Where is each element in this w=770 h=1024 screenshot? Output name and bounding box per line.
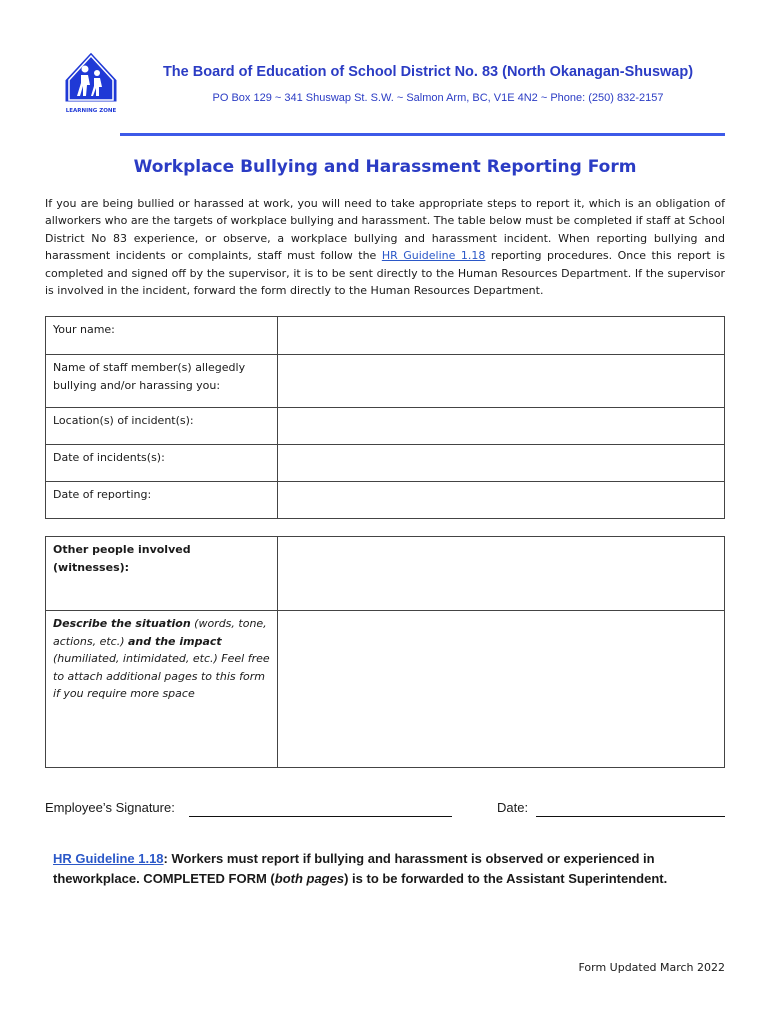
employee-signature-label: Employee’s Signature:: [45, 800, 175, 815]
reporting-date-label: Date of reporting:: [46, 482, 278, 519]
describe-situation-label: [46, 611, 278, 768]
svg-text:LEARNING ZONE: LEARNING ZONE: [65, 108, 117, 114]
table-row: [46, 408, 725, 445]
footer-text-2: ) is to be forwarded to the Assistant Superintendent.: [344, 871, 668, 886]
employee-signature-line[interactable]: [189, 816, 452, 817]
form-updated-date: Form Updated March 2022: [578, 961, 725, 974]
table-row: [46, 482, 725, 519]
school-zone-logo: [63, 50, 119, 116]
table-row: [46, 317, 725, 355]
location-field[interactable]: [278, 408, 725, 445]
table-row: [46, 611, 725, 768]
describe-text-1: (words, tone, actions, etc.): [53, 617, 267, 648]
location-label: Location(s) of incident(s):: [46, 408, 278, 445]
describe-bold-1: Describe the situation: [53, 617, 191, 630]
intro-text-2: reporting procedures. Once this report is completed and signed off by the supervisor, it is to be sent directly to the Human Resources Department. If the supervisor is involved in the incident, forward the form directly to the Human Resources Department.: [45, 249, 725, 298]
footer-note: [53, 849, 723, 889]
situation-table: [45, 536, 725, 768]
witnesses-label: Other people involved (witnesses):: [46, 537, 278, 611]
form-title: Workplace Bullying and Harassment Reporting Form: [133, 157, 637, 177]
org-title: The Board of Education of School District No. 83 (North Okanagan-Shuswap): [162, 64, 694, 80]
org-address: PO Box 129 ~ 341 Shuswap St. S.W. ~ Salmon Arm, BC, V1E 4N2 ~ Phone: (250) 832-2157: [212, 92, 664, 104]
reporting-date-field[interactable]: [278, 482, 725, 519]
describe-situation-field[interactable]: [278, 611, 725, 768]
intro-text-1: If you are being bullied or harassed at work, you will need to take appropriate steps to report it, which is an obligation of allworkers who are the targets of workplace bullying and harassment. The table below must be completed if staff at School District No 83 experience, or observe, a workplace bullying and harassment incident. When reporting bullying and harassment incidents or complaints, staff must follow the: [45, 197, 725, 263]
incident-details-table: [45, 316, 725, 519]
signature-date-line[interactable]: [536, 816, 725, 817]
describe-text-2: (humiliated, intimidated, etc.) Feel free to attach additional pages to this form if you require more space: [53, 652, 270, 700]
incident-date-field[interactable]: [278, 445, 725, 482]
your-name-label: Your name:: [46, 317, 278, 355]
footer-text-1: : Workers must report if bullying and harassment is observed or experienced in theworkplace. COMPLETED FORM (: [53, 851, 655, 886]
table-row: [46, 537, 725, 611]
witnesses-field[interactable]: [278, 537, 725, 611]
hr-guideline-link[interactable]: HR Guideline 1.18: [381, 249, 486, 263]
footer-italic: both pages: [274, 871, 345, 886]
alleged-staff-field[interactable]: [278, 355, 725, 408]
incident-date-label: Date of incidents(s):: [46, 445, 278, 482]
alleged-staff-label: Name of staff member(s) allegedly bullying and/or harassing you:: [46, 355, 278, 408]
your-name-field[interactable]: [278, 317, 725, 355]
signature-date-label: Date:: [497, 800, 529, 815]
footer-hr-guideline-link[interactable]: HR Guideline 1.18: [53, 851, 164, 866]
signature-row: [45, 800, 725, 820]
header-divider: [120, 133, 725, 136]
intro-paragraph: [45, 195, 725, 299]
describe-bold-2: and the impact: [128, 634, 222, 648]
table-row: [46, 355, 725, 408]
table-row: [46, 445, 725, 482]
